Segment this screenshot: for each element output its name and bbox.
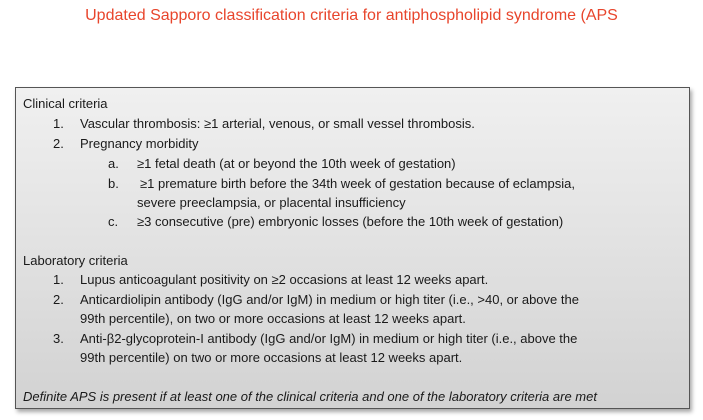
laboratory-item-text: Anticardiolipin antibody (IgG and/or IgM) in medium or high titer (i.e., >40, or above the <box>80 292 579 307</box>
clinical-item-text: Pregnancy morbidity <box>80 136 199 151</box>
definite-aps-note: Definite APS is present if at least one of the clinical criteria and one of the laboratory criteria are met <box>23 389 597 404</box>
clinical-subitem-letter: b. <box>108 176 119 191</box>
laboratory-item-number: 1. <box>53 272 64 287</box>
clinical-subitem-text: ≥3 consecutive (pre) embryonic losses (before the 10th week of gestation) <box>137 214 564 229</box>
clinical-subitem-letter: a. <box>108 156 119 171</box>
clinical-item-number: 1. <box>53 116 64 131</box>
clinical-item-text: Vascular thrombosis: ≥1 arterial, venous, or small vessel thrombosis. <box>80 116 475 131</box>
clinical-item-number: 2. <box>53 136 64 151</box>
clinical-subitem-text: ≥1 premature birth before the 34th week of gestation because of eclampsia, <box>140 176 575 191</box>
laboratory-heading: Laboratory criteria <box>23 253 128 268</box>
laboratory-item-text: Lupus anticoagulant positivity on ≥2 occasions at least 12 weeks apart. <box>80 272 489 287</box>
laboratory-item-number: 3. <box>53 331 64 346</box>
clinical-heading: Clinical criteria <box>23 96 108 111</box>
clinical-subitem-text: ≥1 fetal death (at or beyond the 10th week of gestation) <box>137 156 456 171</box>
clinical-subitem-text: severe preeclampsia, or placental insufficiency <box>137 195 406 210</box>
laboratory-item-text: 99th percentile), on two or more occasions at least 12 weeks apart. <box>80 311 466 326</box>
clinical-subitem-letter: c. <box>108 214 119 229</box>
slide-title: Updated Sapporo classification criteria for antiphospholipid syndrome (APS <box>85 7 618 24</box>
criteria-box <box>15 87 690 409</box>
laboratory-item-number: 2. <box>53 292 64 307</box>
laboratory-item-text: 99th percentile) on two or more occasions at least 12 weeks apart. <box>80 350 463 365</box>
laboratory-item-text: Anti-β2-glycoprotein-I antibody (IgG and/or IgM) in medium or high titer (i.e., above the <box>80 331 578 346</box>
